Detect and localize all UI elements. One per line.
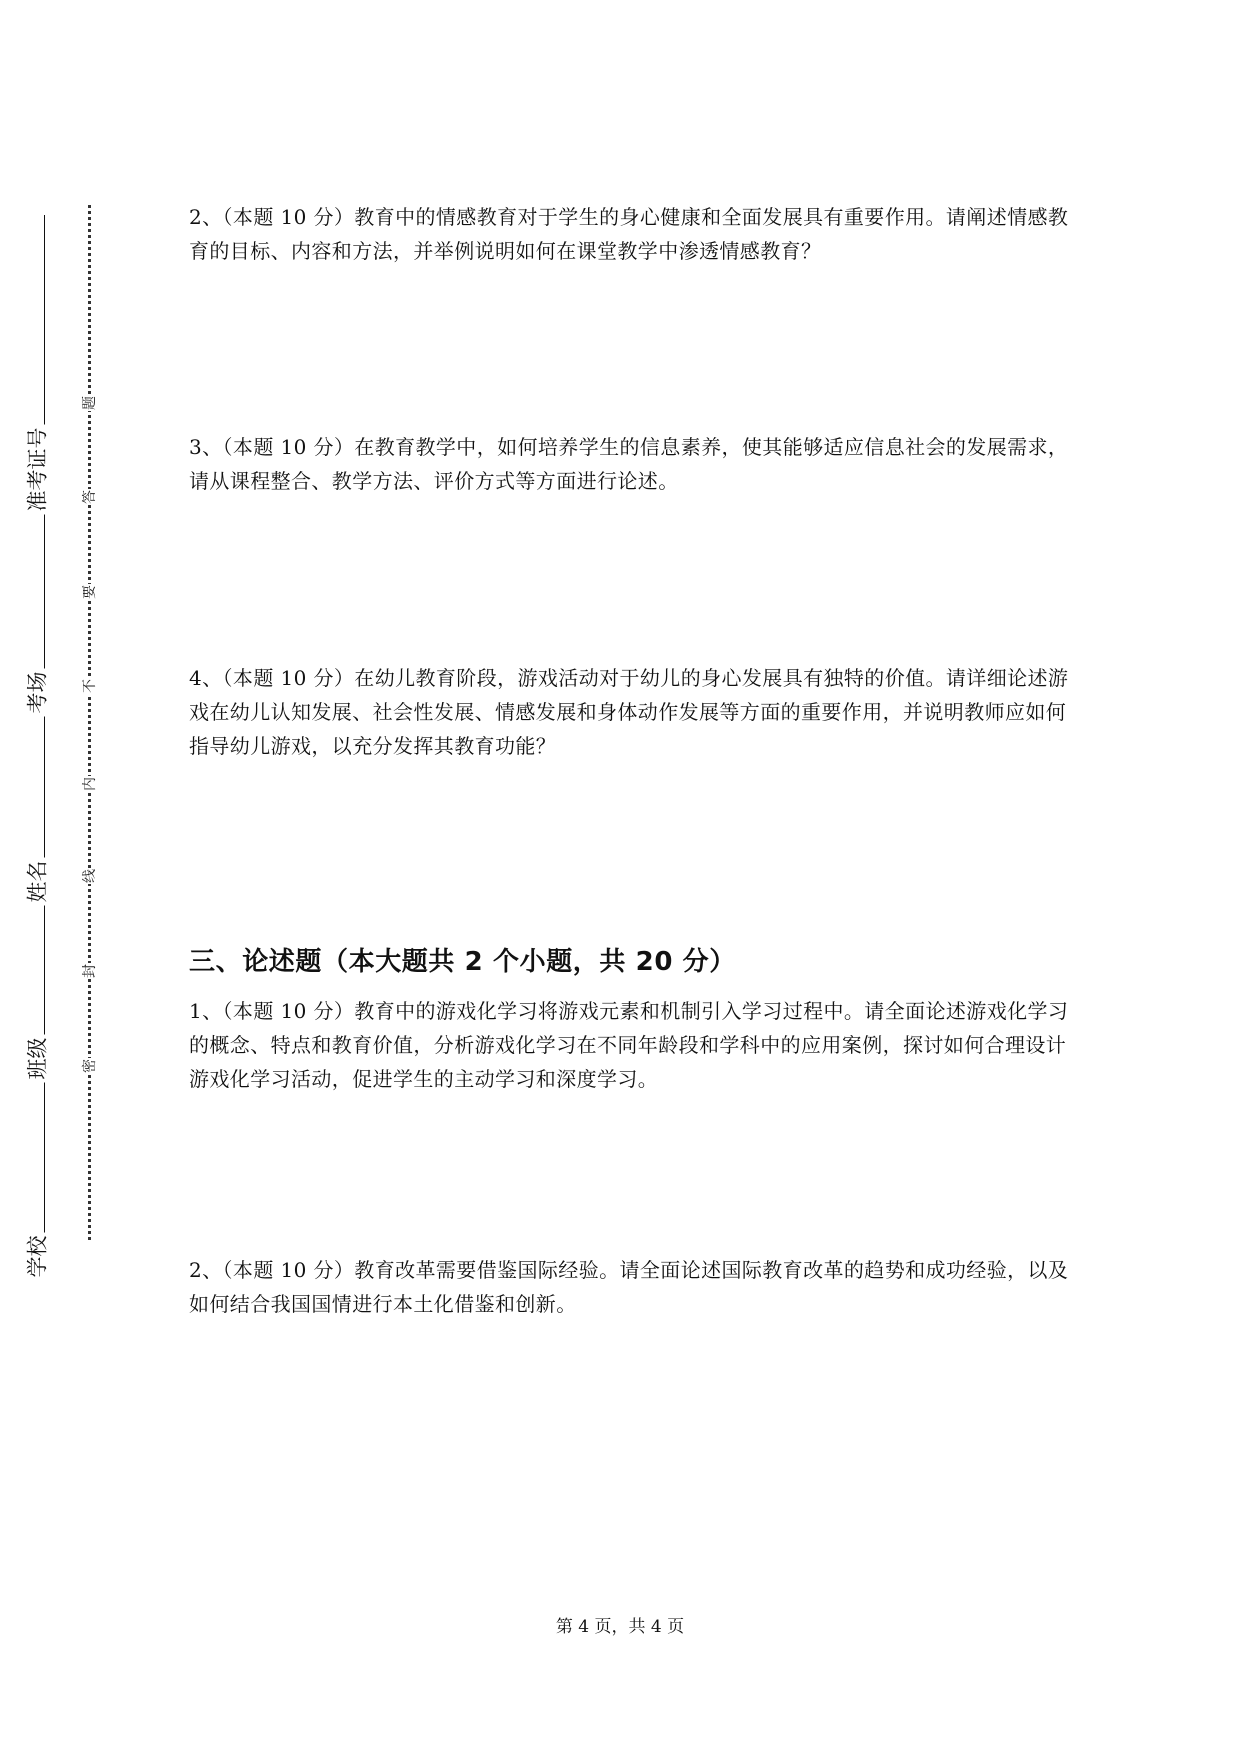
section-title: 三、论述题（本大题共 2 个小题，共 20 分） [189,947,736,977]
seal-char: 封 [82,964,98,978]
exam-number-label: 准考证号 [24,425,53,515]
exam-room-label: 考场 [24,669,53,717]
question-4: 4、（本题 10 分）在幼儿教育阶段，游戏活动对于幼儿的身心发展具有独特的价值。请详细论述游戏在幼儿认知发展、社会性发展、情感发展和身体动作发展等方面的重要作用，并说明教师应如何指导幼儿游戏，以充分发挥其教育功能？ [189,666,1069,758]
question-3: 3、（本题 10 分）在教育教学中，如何培养学生的信息素养，使其能够适应信息社会的发展需求，请从课程整合、教学方法、评价方式等方面进行论述。 [189,435,1069,493]
seal-char: 密 [82,1059,98,1073]
page-footer: 第 4 页，共 4 页 [555,1617,685,1637]
question-2: 2、（本题 10 分）教育中的情感教育对于学生的身心健康和全面发展具有重要作用。请阐述情感教育的目标、内容和方法，并举例说明如何在课堂教学中渗透情感教育？ [189,205,1069,263]
seal-char: 不 [82,679,98,693]
school-label: 学校 [24,1233,53,1281]
binding-dotted-line [88,205,91,1240]
name-label: 姓名 [24,858,53,906]
seal-char: 题 [82,396,98,410]
seal-char: 内 [82,777,98,791]
binding-margin [0,0,140,1753]
seal-char: 线 [82,869,98,883]
seal-char: 答 [82,490,98,504]
essay-question-1: 1、（本题 10 分）教育中的游戏化学习将游戏元素和机制引入学习过程中。请全面论述游戏化学习的概念、特点和教育价值，分析游戏化学习在不同年龄段和学科中的应用案例，探讨如何合理设计游戏化学习活动，促进学生的主动学习和深度学习。 [189,999,1069,1091]
class-label: 班级 [24,1035,53,1083]
seal-char: 要 [82,585,98,599]
essay-question-2: 2、（本题 10 分）教育改革需要借鉴国际经验。请全面论述国际教育改革的趋势和成功经验，以及如何结合我国国情进行本土化借鉴和创新。 [189,1258,1069,1316]
